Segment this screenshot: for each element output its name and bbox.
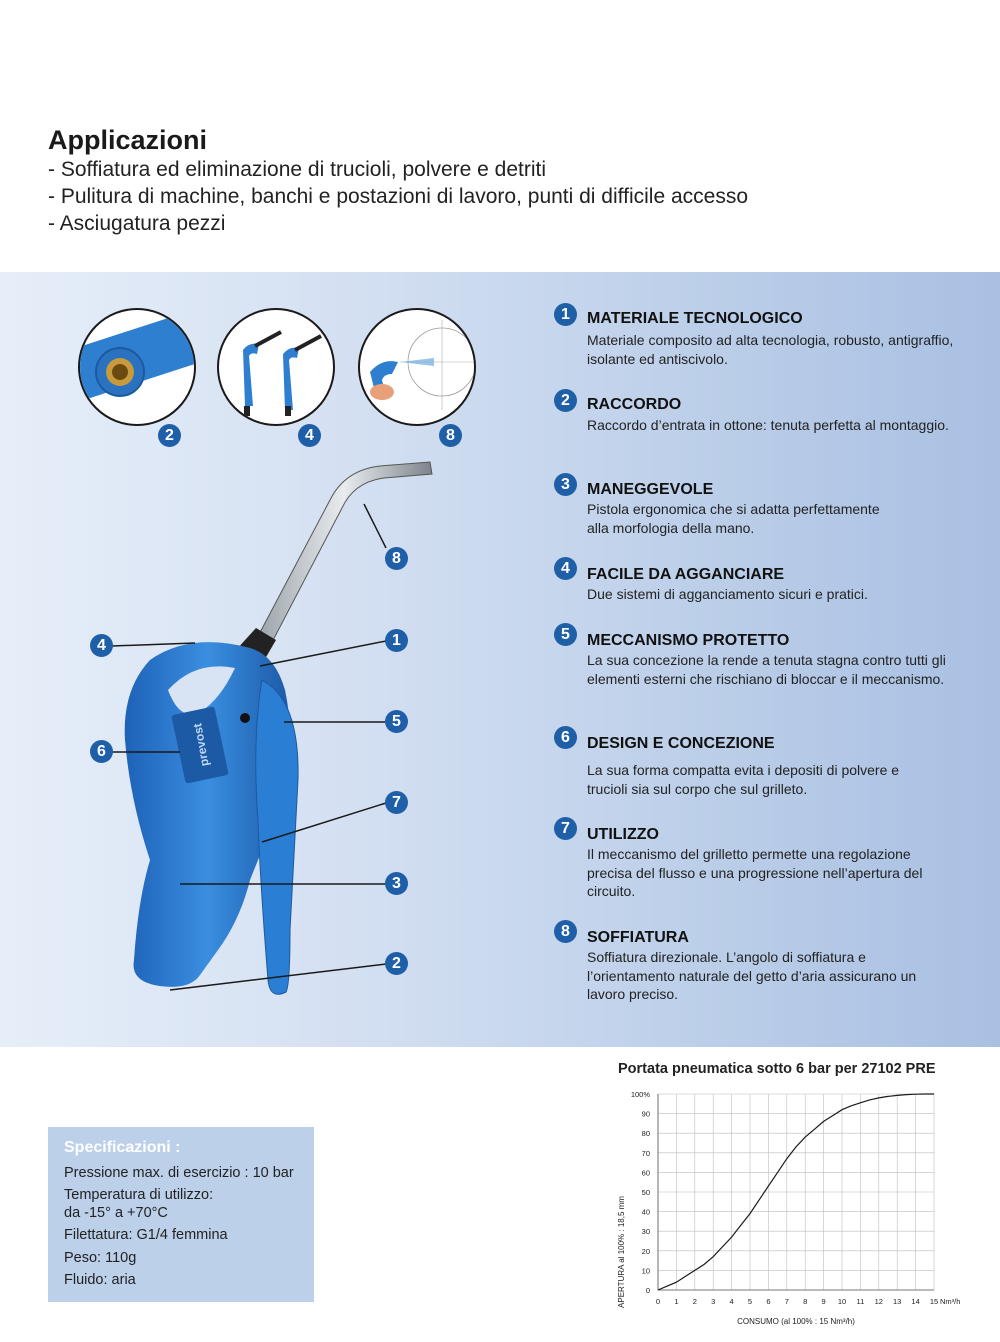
x-tick-label: 7: [784, 1297, 789, 1306]
applications-line: - Pulitura di machine, banchi e postazioni di lavoro, punti di difficile accesso: [48, 185, 748, 208]
x-tick-label: 13: [893, 1297, 902, 1306]
callout-badge: 4: [298, 424, 321, 447]
feature-title: MATERIALE TECNOLOGICO: [587, 310, 803, 327]
x-tick-label: 0: [655, 1297, 661, 1306]
feature-title: RACCORDO: [587, 396, 682, 413]
callout-badge: 3: [385, 872, 408, 895]
brand-logo: prevost: [190, 722, 212, 768]
spec-row: Peso: 110g: [64, 1250, 137, 1266]
feature-description: Materiale composito ad alta tecnologia, robusto, antigraffio, isolante ed antiscivolo.: [587, 332, 954, 367]
y-tick-label: 0: [645, 1286, 650, 1295]
chart-title: Portata pneumatica sotto 6 bar per 27102 PRE: [618, 1061, 936, 1077]
x-tick-label: 5: [747, 1297, 753, 1306]
y-tick-label: 70: [641, 1148, 650, 1158]
callout-badge: 2: [385, 952, 408, 975]
chart-grid: [658, 1094, 934, 1290]
x-tick-label: 4: [729, 1297, 734, 1306]
feature-description: La sua concezione la rende a tenuta stagna contro tutti gli elementi esterni che rischiano di bloccar e il meccanismo.: [587, 652, 946, 687]
applications-line: - Soffiatura ed eliminazione di trucioli, polvere e detriti: [48, 158, 547, 181]
feature-title: DESIGN E CONCEZIONE: [587, 735, 775, 752]
feature-title: UTILIZZO: [587, 826, 659, 843]
feature-number-badge: 6: [554, 726, 577, 749]
spec-row: Temperatura di utilizzo:: [64, 1187, 214, 1203]
spec-row: Filettatura: G1/4 femmina: [64, 1227, 228, 1243]
x-tick-label: 9: [821, 1297, 826, 1306]
feature-number-badge: 3: [554, 473, 577, 496]
feature-description: Il meccanismo del grilletto permette una regolazione precisa del flusso e una progressione nell’apertura del circuito.: [587, 846, 923, 899]
x-axis-label: CONSUMO (al 100% : 15 Nm³/h): [737, 1317, 855, 1326]
callout-badge: 2: [158, 424, 181, 447]
x-tick-label: 6: [766, 1297, 771, 1306]
y-tick-label: 80: [641, 1129, 650, 1139]
x-tick-label: 14: [911, 1297, 920, 1306]
callout-badge: 8: [439, 424, 462, 447]
x-tick-label: 8: [803, 1297, 808, 1306]
feature-number-badge: 4: [554, 557, 577, 580]
feature-number-badge: 7: [554, 817, 577, 840]
y-tick-label: 20: [641, 1246, 650, 1256]
callout-badge: 1: [385, 629, 408, 652]
specifications-box: [48, 1127, 314, 1302]
blow-gun-illustration: [0, 272, 520, 1047]
x-tick-label: 15: [929, 1297, 939, 1306]
applications-title: Applicazioni: [48, 125, 208, 155]
feature-description: Pistola ergonomica che si adatta perfettamente alla morfologia della mano.: [587, 501, 880, 536]
feature-title: SOFFIATURA: [587, 929, 689, 946]
x-tick-label: 3: [711, 1297, 716, 1306]
feature-title: FACILE DA AGGANCIARE: [587, 566, 785, 583]
y-tick-label: 100%: [630, 1090, 650, 1099]
y-tick-label: 40: [641, 1207, 650, 1217]
spec-row: da -15° a +70°C: [64, 1205, 168, 1221]
y-tick-label: 30: [641, 1227, 650, 1237]
callout-badge: 6: [90, 740, 113, 763]
feature-description: La sua forma compatta evita i depositi di polvere e trucioli sia sul corpo che sul grilleto.: [587, 762, 900, 797]
x-unit-label: Nm³/h: [940, 1297, 961, 1306]
specifications-title: Specificazioni :: [64, 1139, 181, 1156]
applications-line: - Asciugatura pezzi: [48, 212, 226, 235]
feature-number-badge: 1: [554, 303, 577, 326]
feature-number-badge: 5: [554, 623, 577, 646]
feature-description: Raccordo d’entrata in ottone: tenuta perfetta al montaggio.: [587, 417, 949, 433]
y-tick-label: 50: [641, 1188, 650, 1197]
feature-number-badge: 2: [554, 389, 577, 412]
spec-row: Pressione max. di esercizio : 10 bar: [64, 1165, 294, 1181]
feature-title: MANEGGEVOLE: [587, 481, 714, 498]
y-tick-label: 90: [641, 1109, 650, 1119]
flow-chart: [600, 1082, 980, 1332]
callout-badge: 4: [90, 634, 113, 657]
feature-number-badge: 8: [554, 920, 577, 943]
y-tick-label: 60: [641, 1168, 650, 1178]
callout-badge: 7: [385, 791, 408, 814]
callout-badge: 8: [385, 547, 408, 570]
x-tick-label: 11: [856, 1297, 865, 1306]
x-tick-label: 2: [692, 1297, 697, 1306]
spec-row: Fluido: aria: [64, 1272, 136, 1288]
feature-description: Soffiatura direzionale. L’angolo di soffiatura e l’orientamento naturale del getto d’aria assicurano un lavoro preciso.: [587, 949, 917, 1002]
y-tick-label: 10: [641, 1266, 650, 1276]
applications-section: [48, 124, 948, 237]
x-tick-label: 12: [874, 1297, 883, 1306]
y-axis-label: APERTURA al 100% : 18,5 mm: [617, 1196, 626, 1308]
callout-badge: 5: [385, 710, 408, 733]
x-tick-label: 1: [674, 1297, 679, 1306]
feature-title: MECCANISMO PROTETTO: [587, 632, 790, 649]
x-tick-label: 10: [837, 1297, 847, 1306]
feature-description: Due sistemi di agganciamento sicuri e pratici.: [587, 586, 868, 602]
